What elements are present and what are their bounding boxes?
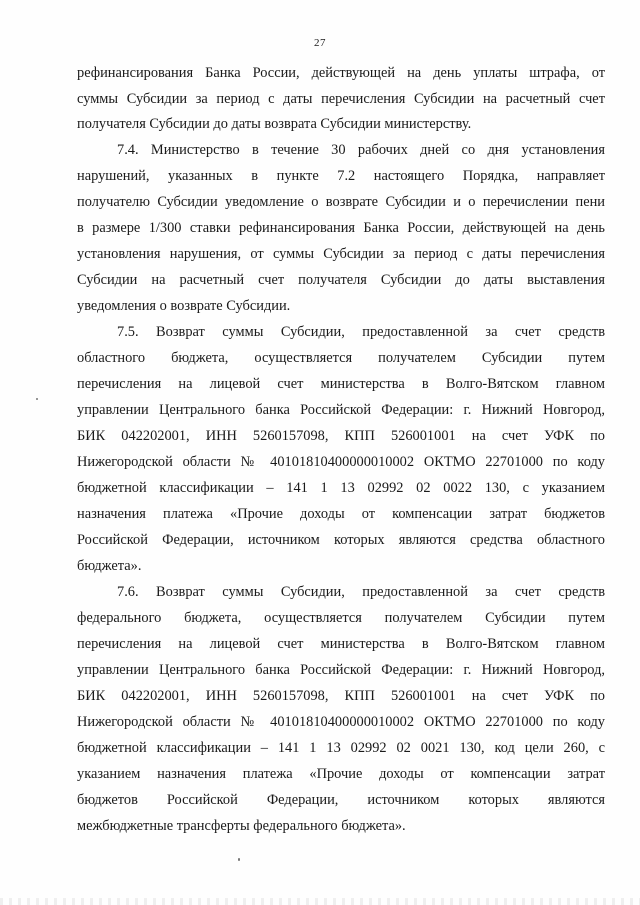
text-line: областного бюджета, осуществляется получателем Субсидии путем (77, 350, 605, 366)
page-number: 27 (314, 37, 326, 49)
text-line: бюджетной классификации – 141 1 13 02992 02 0021 130, код цели 260, с (77, 740, 605, 756)
text-line: суммы Субсидии за период с даты перечисления Субсидии на расчетный счет (77, 91, 605, 107)
scan-speck (238, 858, 240, 861)
text-line: бюджетной классификации – 141 1 13 02992 02 0022 130, с указанием (77, 480, 605, 496)
paragraph-7-5-start: 7.5. Возврат суммы Субсидии, предоставленной за счет средств (117, 324, 605, 340)
text-line: установления нарушения, от суммы Субсидии за период с даты перечисления (77, 246, 605, 262)
text-line: управлении Центрального банка Российской Федерации: г. Нижний Новгород, (77, 402, 605, 418)
paragraph-7-4-start: 7.4. Министерство в течение 30 рабочих дней со дня установления (117, 142, 605, 158)
scan-edge-noise (0, 898, 640, 905)
text-line: получателя Субсидии до даты возврата Субсидии министерству. (77, 116, 472, 132)
text-line: Нижегородской области № 40101810400000010002 ОКТМО 22701000 по коду (77, 714, 605, 730)
text-line: нарушений, указанных в пункте 7.2 настоящего Порядка, направляет (77, 168, 605, 184)
text-line: БИК 042202001, ИНН 5260157098, КПП 526001001 на счет УФК по (77, 428, 605, 444)
text-line: уведомления о возврате Субсидии. (77, 298, 291, 314)
text-line: бюджета». (77, 558, 142, 574)
text-line: Российской Федерации, источником которых являются средства областного (77, 532, 605, 548)
text-line: БИК 042202001, ИНН 5260157098, КПП 526001001 на счет УФК по (77, 688, 605, 704)
text-line: перечисления на лицевой счет министерства в Волго-Вятском главном (77, 376, 605, 392)
text-line: рефинансирования Банка России, действующей на день уплаты штрафа, от (77, 65, 605, 81)
text-line: управлении Центрального банка Российской Федерации: г. Нижний Новгород, (77, 662, 605, 678)
text-line: Нижегородской области № 40101810400000010002 ОКТМО 22701000 по коду (77, 454, 605, 470)
scan-speck (36, 398, 38, 400)
text-line: перечисления на лицевой счет министерства в Волго-Вятском главном (77, 636, 605, 652)
text-line: бюджетов Российской Федерации, источником которых являются (77, 792, 605, 808)
text-line: назначения платежа «Прочие доходы от компенсации затрат бюджетов (77, 506, 605, 522)
paragraph-7-6-start: 7.6. Возврат суммы Субсидии, предоставленной за счет средств (117, 584, 605, 600)
text-line: в размере 1/300 ставки рефинансирования Банка России, действующей на день (77, 220, 605, 236)
text-line: указанием назначения платежа «Прочие доходы от компенсации затрат (77, 766, 605, 782)
text-line: федерального бюджета, осуществляется получателем Субсидии путем (77, 610, 605, 626)
text-line: Субсидии на расчетный счет получателя Субсидии до даты выставления (77, 272, 605, 288)
text-line: межбюджетные трансферты федерального бюджета». (77, 818, 406, 834)
text-line: получателю Субсидии уведомление о возврате Субсидии и о перечислении пени (77, 194, 605, 210)
